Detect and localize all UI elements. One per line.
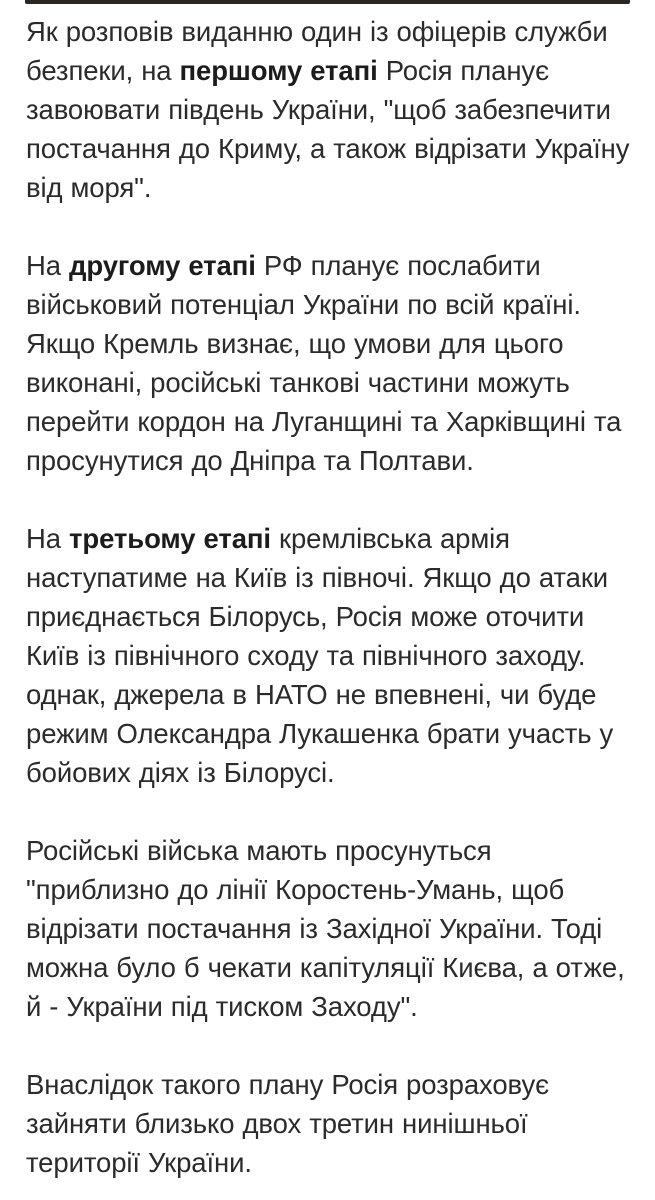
stage-highlight: першому етапі	[179, 55, 378, 86]
paragraph-text: кремлівська армія наступатиме на Київ із півночі. Якщо до атаки приєднається Білорусь, Росія може оточити Київ із північного сходу та північного заходу. однак, джерела в НАТО не впевнені, чи буде режим Олександра Лукашенка брати участь у бойових діях із Білорусі.	[26, 523, 614, 788]
paragraph-conclusion: Внаслідок такого плану Росія розраховує зайняти близько двох третин нинішньої території України.	[26, 1069, 550, 1178]
top-image-edge	[0, 0, 655, 5]
paragraph-advance-line: Російські війська мають просунуться "приблизно до лінії Коростень-Умань, щоб відрізати постачання із Західної України. Тоді можна було б чекати капітуляції Києва, а отже, й - України під тиском Заходу".	[26, 835, 625, 1022]
paragraph-text: РФ планує послабити військовий потенціал України по всій країні. Якщо Кремль визнає, що умови для цього виконані, російські танкові частини можуть перейти кордон на Луганщині та Харківщині та просунутися до Дніпра та Полтави.	[26, 250, 622, 476]
paragraph-text: На	[26, 523, 69, 554]
paragraph-third-stage	[26, 519, 638, 792]
paragraph-second-stage	[26, 246, 638, 480]
paragraph-text: Як розповів виданню один із офіцерів служби безпеки, на	[26, 16, 608, 86]
stage-highlight: третьому етапі	[69, 523, 271, 554]
image-bottom-edge	[25, 0, 630, 4]
stage-highlight: другому етапі	[69, 250, 256, 281]
paragraph-text: Росія планує завоювати південь України, "щоб забезпечити постачання до Криму, а також відрізати Україну від моря".	[26, 55, 630, 203]
article-body	[26, 12, 638, 1182]
paragraph-text: На	[26, 250, 69, 281]
paragraph-first-stage	[26, 12, 638, 207]
